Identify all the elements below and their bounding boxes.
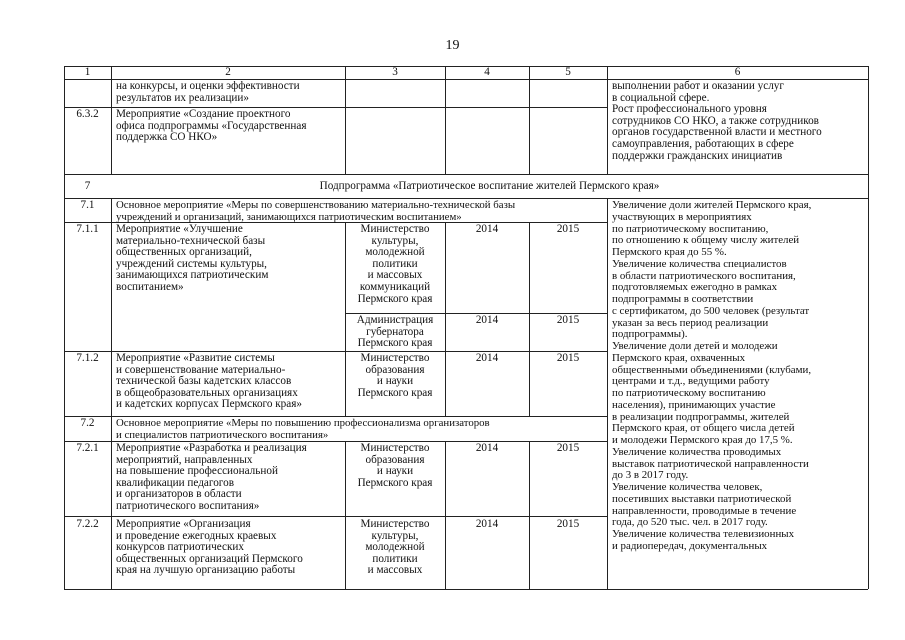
row-7-1-1-end-1: 2015 — [556, 223, 580, 235]
row-7-1-1-end-2: 2015 — [556, 314, 580, 326]
row-7-2-number: 7.2 — [80, 417, 95, 429]
row-7-1-2-end: 2015 — [556, 352, 580, 364]
row-7-1-1-executor-2: Администрация губернатора Пермского края — [356, 314, 434, 350]
col-header-1: 1 — [84, 66, 91, 78]
row-7-2-2-text: Мероприятие «Организация и проведение ежегодных краевых конкурсов патриотических общественных организаций Пермского края на лучшую организацию работы — [116, 518, 303, 577]
col-header-2: 2 — [225, 66, 231, 78]
row-7-2-1-number: 7.2.1 — [76, 442, 99, 454]
row-7-1-1-number: 7.1.1 — [76, 223, 99, 235]
row-7-1-text: Основное мероприятие «Меры по совершенствованию материально-технической базы учреждений и организаций, занимающихся патриотическим воспитанием» — [116, 199, 516, 223]
row-7-2-1-start: 2014 — [475, 442, 499, 454]
col-header-4: 4 — [484, 66, 490, 78]
row-6-3-2-number: 6.3.2 — [76, 108, 99, 120]
row-7-1-number: 7.1 — [80, 199, 95, 211]
row-7-2-2-end: 2015 — [556, 518, 580, 530]
row-7-1-2-start: 2014 — [475, 352, 499, 364]
row-7-2-1-text: Мероприятие «Разработка и реализация мероприятий, направленных на повышение профессиональной квалификации педагогов и организаторов в области патриотического воспитания» — [116, 442, 307, 512]
row-7-1-2-number: 7.1.2 — [76, 352, 99, 364]
row-7-1-1-start-2: 2014 — [475, 314, 499, 326]
row-7-2-2-start: 2014 — [475, 518, 499, 530]
result-text-top: выполнении работ и оказании услуг в социальной сфере. Рост профессионального уровня сотрудников СО НКО, а также сотрудников органов государственной власти и местного самоуправления, работающих в сфере поддержки гражданских инициатив — [612, 80, 822, 162]
row-7-2-1-end: 2015 — [556, 442, 580, 454]
page-number: 19 — [445, 38, 460, 53]
subprogram-title: Подпрограмма «Патриотическое воспитание жителей Пермского края» — [319, 180, 660, 192]
row-7-2-2-number: 7.2.2 — [76, 518, 99, 530]
row-7-2-text: Основное мероприятие «Меры по повышению профессионализма организаторов и специалистов патриотического воспитания» — [116, 417, 490, 441]
row-7-1-2-executor: Министерство образования и науки Пермского края — [357, 352, 433, 399]
row-7-1-1-start-1: 2014 — [475, 223, 499, 235]
row-7-number: 7 — [84, 180, 91, 192]
result-text-main: Увеличение доли жителей Пермского края, участвующих в мероприятиях по патриотическому воспитанию, по отношению к общему числу жителей Пермского края до 55 %. Увеличение количества специалистов в области патриотического воспитания, подготовляемых ежегодно в рамках подпрограммы в соответствии с сертификатом, до 500 человек (результат указан за весь период реализации подпрограммы). Увеличение доли детей и молодежи Пермского края, охваченных общественными объединениями (клубами, центрами и т.д., ведущими работу по патриотическому воспитанию населения), принимающих участие в реализации подпрограммы, жителей Пермского края, от общего числа детей и молодежи Пермского края до 17,5 %. Увеличение количества проводимых выставок патриотической направленности до 3 в 2017 году. Увеличение количества человек, посетивших выставки патриотической направленности, проводимые в течение года, до 520 тыс. чел. в 2017 году. Увеличение количества телевизионных и радиопередач, документальных — [612, 199, 812, 552]
row-7-1-2-text: Мероприятие «Развитие системы и совершенствование материально- технической базы кадетских классов в общеобразовательных организациях и кадетских корпусах Пермского края» — [116, 352, 302, 411]
row-7-1-1-executor-1: Министерство культуры, молодежной политики и массовых коммуникаций Пермского края — [357, 223, 433, 305]
col-header-5: 5 — [565, 66, 571, 78]
col-header-6: 6 — [734, 66, 741, 78]
row-7-2-1-executor: Министерство образования и науки Пермского края — [357, 442, 433, 489]
row-continuation-text: на конкурсы, и оценки эффективности результатов их реализации» — [116, 80, 300, 104]
col-header-3: 3 — [392, 66, 398, 78]
row-7-2-2-executor: Министерство культуры, молодежной политики и массовых — [360, 518, 430, 577]
row-7-1-1-text: Мероприятие «Улучшение материально-технической базы общественных организаций, учреждений системы культуры, занимающихся патриотическим воспитанием» — [116, 223, 269, 293]
row-6-3-2-text: Мероприятие «Создание проектного офиса подпрограммы «Государственная поддержка СО НКО» — [116, 108, 307, 144]
